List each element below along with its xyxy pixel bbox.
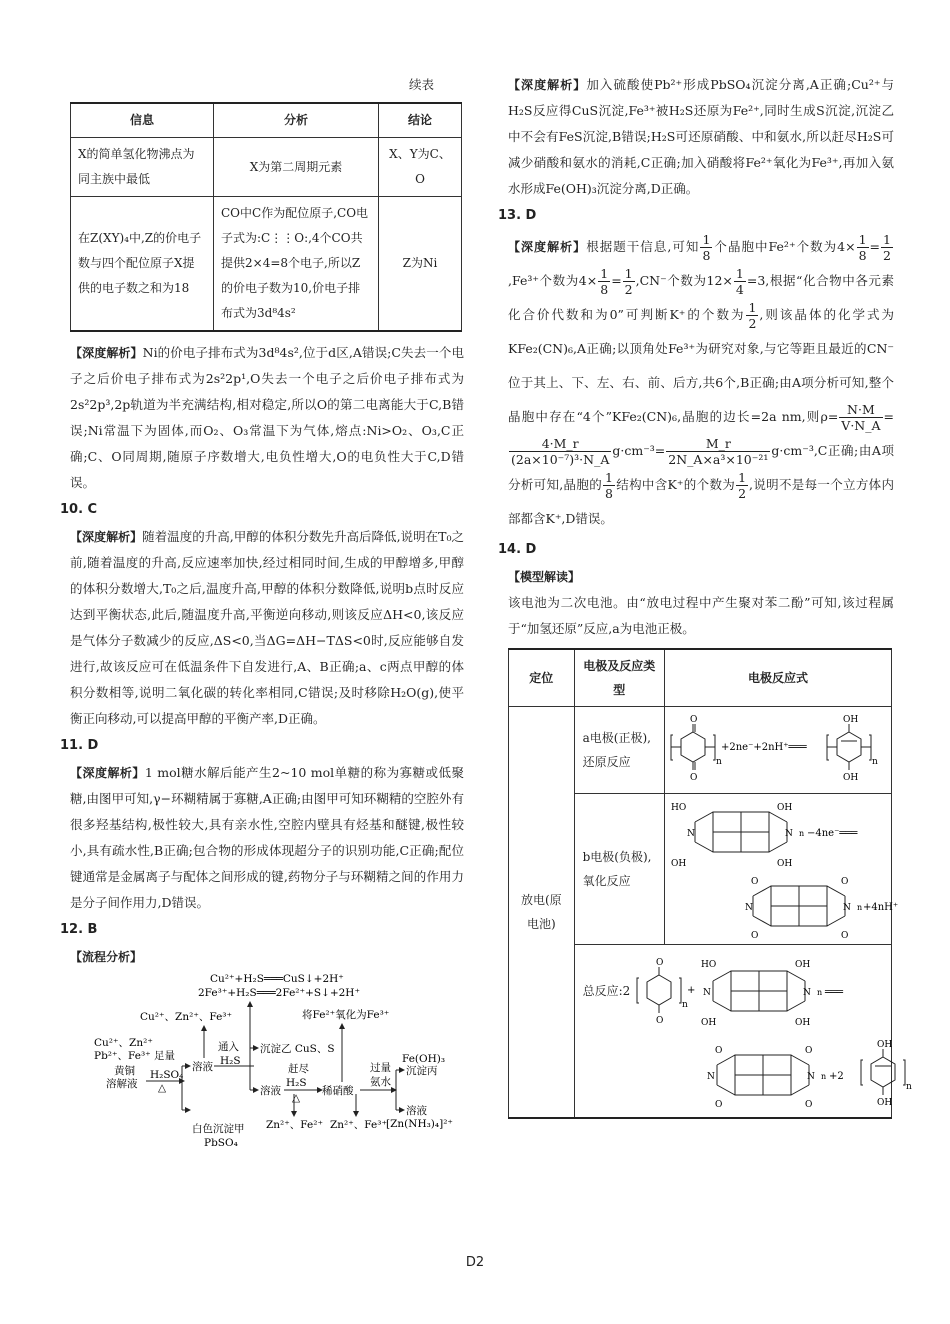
table-row	[509, 707, 892, 794]
fraction: $\frac{1}{2}$	[883, 232, 891, 263]
q10-text: 随着温度的升高,甲醇的体积分数先升高后降低,说明在T₀之前,随着温度的升高,反应速率加快,经过相同时间,生成的甲醇增多,甲醇的体积分数增大,T₀之后,温度升高,甲醇的体积分数降低,说明b点时反应达到平衡状态,此后,随温度升高,平衡逆向移动,则该反应ΔH<0,该反应是气体分子数减少的反应,ΔS<0,当ΔG=ΔH−TΔS<0时,反应能够自发进行,故该反应可在低温条件下自发进行,A、B正确;a、c两点甲醇的体积分数相等,说明二氧化碳的转化率相同,C错误;及时移除H₂O(g),使平衡正向移动,可以提高甲醇的平衡产率,D正确。	[70, 529, 464, 726]
fraction: $\frac{1}{8}$	[702, 232, 711, 263]
flow-white-precip: 白色沉淀甲	[192, 1123, 245, 1135]
svg-text:HO: HO	[700, 960, 716, 970]
fraction: $\frac{1}{4}$	[735, 266, 744, 297]
flow-eq1: Cu²⁺+H₂S═══CuS↓+2H⁺	[210, 973, 344, 985]
svg-text:O: O	[714, 1046, 722, 1056]
q14-text: 该电池为二次电池。由“放电过程中产生聚对苯二酚”可知,该过程属于“加氢还原”反应,a为电池正极。	[508, 595, 894, 636]
equation-a-structure	[665, 710, 891, 790]
svg-text:n: n	[681, 1000, 688, 1010]
cell-b-electrode: b电极(负极),氧化反应	[574, 794, 664, 945]
svg-text:O: O	[690, 773, 698, 783]
electrode-table	[508, 648, 912, 1119]
cell-analysis: CO中C作为配位原子,CO电子式为:C⋮⋮O:,4个CO共提供2×4=8个电子,所以Z的价电子数为10,价电子排布式为3d⁸4s²	[214, 197, 379, 332]
table-header	[71, 103, 462, 138]
svg-text:OH: OH	[794, 960, 810, 970]
q13-number: 13. D	[498, 208, 537, 223]
svg-text:O: O	[690, 715, 698, 725]
cell-conclusion: Z为Ni	[379, 197, 462, 332]
header-position: 定位	[509, 649, 575, 707]
flow-delta1: △	[158, 1082, 167, 1094]
q11-number: 11. D	[60, 738, 99, 753]
svg-text:n: n	[716, 757, 722, 767]
flow-feoh3: Fe(OH)₃	[402, 1053, 446, 1065]
q10-analysis	[70, 524, 464, 732]
flow-delta2: △	[292, 1092, 301, 1104]
equation-b-structure	[665, 794, 899, 944]
fraction: $\frac{1}{2}$	[624, 266, 633, 297]
q12-flow-tag: 【流程分析】	[70, 950, 143, 964]
flow-eq2: 2Fe³⁺+H₂S═══2Fe²⁺+S↓+2H⁺	[198, 987, 361, 999]
q14-number: 14. D	[498, 542, 537, 557]
flow-h2s2: H₂S	[286, 1077, 307, 1089]
svg-text:N: N	[802, 988, 811, 998]
svg-text:N: N	[806, 1072, 815, 1082]
cell-info: X的简单氢化物沸点为同主族中最低	[71, 138, 214, 197]
info-table	[70, 102, 462, 332]
svg-text:OH: OH	[876, 1040, 892, 1050]
table-row	[71, 138, 462, 197]
q14-tag-line: 【模型解读】	[508, 570, 581, 584]
svg-text:N: N	[706, 1072, 715, 1082]
svg-text:OH: OH	[794, 1018, 810, 1028]
svg-text:═══: ═══	[824, 987, 843, 998]
flow-ions-mid: Zn²⁺、Fe²⁺	[266, 1119, 323, 1131]
svg-text:N: N	[843, 903, 851, 913]
flow-h2s1: H₂S	[220, 1055, 241, 1067]
cell-discharge: 放电(原电池)	[509, 707, 575, 1119]
cell-a-equation	[665, 707, 892, 794]
flow-pass-in: 通入	[218, 1041, 239, 1053]
header-info: 信息	[71, 103, 214, 138]
svg-text:OH: OH	[843, 715, 859, 725]
svg-text:O: O	[841, 877, 849, 887]
fraction: $\frac{N\cdot M}{V\cdot N\_A}$	[841, 402, 881, 433]
cell-analysis: X为第二周期元素	[214, 138, 379, 197]
q12-analysis	[508, 72, 894, 202]
svg-text:n: n	[820, 1072, 826, 1081]
fraction: $\frac{1}{8}$	[600, 266, 609, 297]
flow-h2so4: H₂SO₄	[150, 1069, 184, 1081]
svg-text:O: O	[804, 1100, 812, 1110]
flow-excess2: 过量	[370, 1062, 391, 1074]
header-electrode: 电极及反应类型	[574, 649, 664, 707]
total-reaction	[575, 945, 912, 1117]
svg-text:n: n	[816, 988, 822, 997]
fraction: $\frac{4\cdot M\_r}{\text{(2a×10⁻⁷)³·N\_A}}$	[511, 436, 610, 467]
flow-drive: 赶尽	[288, 1063, 309, 1075]
flow-feed3: 黄铜	[114, 1065, 135, 1077]
page-number: D2	[465, 1255, 485, 1270]
svg-text:n: n	[872, 757, 878, 767]
fraction: $\frac{M\_r}{\text{2N\_A×a³×10⁻²¹}}$	[668, 436, 769, 467]
svg-text:+2: +2	[828, 1071, 844, 1082]
svg-text:OH: OH	[777, 859, 793, 869]
svg-text:N: N	[745, 903, 753, 913]
q10-number: 10. C	[60, 502, 98, 517]
table-row	[71, 197, 462, 332]
fraction: $\frac{1}{2}$	[748, 300, 757, 331]
flow-feed2: Pb²⁺、Fe³⁺	[94, 1050, 151, 1062]
flow-ions-top: Cu²⁺、Zn²⁺、Fe³⁺	[140, 1011, 233, 1023]
svg-text:HO: HO	[671, 803, 687, 813]
svg-text:N: N	[785, 829, 793, 839]
table-header	[509, 649, 892, 707]
svg-text:+4nH⁺: +4nH⁺	[863, 902, 899, 913]
svg-text:OH: OH	[700, 1018, 716, 1028]
svg-text:N: N	[687, 829, 695, 839]
flow-ions-right: Zn²⁺、Fe³⁺	[330, 1119, 387, 1131]
total-structure	[631, 945, 931, 1117]
flow-diagram	[70, 970, 464, 1130]
flow-pbso4: PbSO₄	[204, 1137, 238, 1149]
right-column	[498, 72, 912, 1119]
q11-text: 1 mol糖水解后能产生2~10 mol单糖的称为寡糖或低聚糖,由图甲可知,γ−环糊精属于寡糖,A正确;由图甲可知环糊精的空腔外有很多羟基结构,极性较大,具有亲水性,空腔内壁具有烃基和醚键,极性较小,具有疏水性,B正确;包合物的形成体现超分子的识别功能,C正确;配位键通常是金属离子与配体之间形成的键,药物分子与环糊精之间的作用力是分子间作用力,D错误。	[70, 765, 464, 910]
flow-oxidize-note: 将Fe²⁺氧化为Fe³⁺	[302, 1009, 390, 1021]
svg-text:OH: OH	[876, 1098, 892, 1108]
header-conclusion: 结论	[379, 103, 462, 138]
flow-solution-final: 溶液	[406, 1105, 427, 1117]
cell-a-electrode: a电极(正极),还原反应	[574, 707, 664, 794]
flow-zn-complex: [Zn(NH₃)₄]²⁺	[386, 1118, 453, 1130]
svg-text:O: O	[804, 1046, 812, 1056]
header-equation: 电极反应式	[665, 649, 892, 707]
continued-label: 续表	[408, 77, 434, 92]
q9-tag: 【深度解析】	[70, 346, 143, 360]
svg-text:+: +	[686, 985, 695, 996]
q10-tag: 【深度解析】	[70, 530, 143, 544]
flow-feed4: 溶解液	[106, 1078, 138, 1090]
fraction: $\frac{1}{8}$	[605, 470, 613, 501]
left-column	[60, 72, 464, 1154]
flow-ammonia: 氨水	[370, 1076, 391, 1088]
flow-precip-c: 沉淀丙	[406, 1065, 438, 1077]
svg-text:O: O	[751, 877, 759, 887]
svg-text:n: n	[799, 829, 805, 838]
cell-conclusion: X、Y为C、O	[379, 138, 462, 197]
fraction: $\frac{1}{8}$	[858, 232, 867, 263]
svg-text:n: n	[905, 1082, 912, 1092]
total-label: 总反应:2	[582, 984, 631, 998]
q13-tag: 【深度解析】	[508, 240, 587, 254]
svg-text:−4ne⁻═══: −4ne⁻═══	[807, 828, 858, 839]
svg-text:+2ne⁻+2nH⁺═══: +2ne⁻+2nH⁺═══	[721, 742, 807, 753]
svg-text:O: O	[841, 931, 849, 941]
flow-solution1: 溶液	[192, 1061, 213, 1073]
q12-number: 12. B	[60, 922, 98, 937]
flow-feed1: Cu²⁺、Zn²⁺	[94, 1037, 153, 1049]
q11-tag: 【深度解析】	[70, 766, 145, 780]
svg-text:OH: OH	[671, 859, 687, 869]
svg-text:OH: OH	[843, 773, 859, 783]
flow-solution2: 溶液	[260, 1085, 281, 1097]
header-analysis: 分析	[214, 103, 379, 138]
svg-text:n: n	[857, 903, 863, 912]
fraction: $\frac{1}{2}$	[738, 470, 747, 501]
svg-text:O: O	[714, 1100, 722, 1110]
svg-text:O: O	[655, 1016, 663, 1026]
cell-total-equation	[574, 945, 912, 1119]
flow-dil-hno3: 稀硝酸	[322, 1085, 354, 1097]
q9-text: Ni的价电子排布式为3d⁸4s²,位于d区,A错误;C失去一个电子之后价电子排布式为2s²2p¹,O失去一个电子之后价电子排布式为2s²2p³,2p轨道为半充满结构,相对稳定,所以O的第二电离能大于C,B错误;Ni常温下为固体,而O₂、O₃常温下为气体,熔点:Ni>O₂、O₃,C正确;C、O同周期,随原子序数增大,电负性增大,O的电负性大于C,D错误。	[70, 345, 464, 490]
cell-b-equation	[665, 794, 899, 945]
flow-excess: 足量	[154, 1050, 175, 1062]
q12-text: 加入硫酸使Pb²⁺形成PbSO₄沉淀分离,A正确;Cu²⁺与H₂S反应得CuS沉淀,Fe³⁺被H₂S还原为Fe²⁺,同时生成S沉淀,沉淀乙中不会有FeS沉淀,B错误;H₂S可还原硝酸、中和氨水,所以赶尽H₂S可减少硝酸和氨水的消耗,C正确;加入硝酸将Fe²⁺氧化为Fe³⁺,再加入氨水形成Fe(OH)₃沉淀分离,D正确。	[508, 77, 894, 196]
q12-tag: 【深度解析】	[508, 78, 587, 92]
q13-analysis: 【深度解析】根据题干信息,可知 $\frac{1}{8}$ 个晶胞中Fe²⁺个数为4× $\frac{1}{8}$ = $\frac{1}{2}$ ,Fe³⁺个数为4× $\frac{1}{8}$ = $\frac{1}{2}$ ,CN⁻个数为12× $\frac{1}{4}$ =3,根据“化合物中各元素化合价代数和为0”可判断K⁺的个数为 $\frac{1}{2}$ ,则该晶体的化学式为KFe₂(CN)₆,A正确;以顶角处Fe³⁺为研究对象,与它等距且最近的CN⁻位于其上、下、左、右、前、后方,共6个,B正确;由A项分析可知,整个晶胞中存在“4个”KFe₂(CN)₆,晶胞的边长=2a nm,则ρ= $\frac{N\cdot M}{V\cdot N\_A}$ = $\frac{4\cdot M\_r}{\text{(2a×10⁻⁷)³·N\_A}}$ g·cm⁻³= $\frac{M\_r}{\text{2N\_A×a³×10⁻²¹}}$ g·cm⁻³,C正确;由A项分析可知,晶胞的 $\frac{1}{8}$ 结构中含K⁺的个数为 $\frac{1}{2}$ ,说明不是每一个立方体内部都含K⁺,D错误。	[508, 232, 894, 526]
q9-analysis	[70, 340, 464, 496]
cell-info: 在Z(XY)₄中,Z的价电子数与四个配位原子X提供的电子数之和为18	[71, 197, 214, 332]
svg-text:O: O	[751, 931, 759, 941]
flow-precip-b: 沉淀乙 CuS、S	[260, 1043, 335, 1055]
q11-analysis	[70, 760, 464, 916]
svg-text:N: N	[702, 988, 711, 998]
svg-text:O: O	[655, 958, 663, 968]
svg-text:OH: OH	[777, 803, 793, 813]
